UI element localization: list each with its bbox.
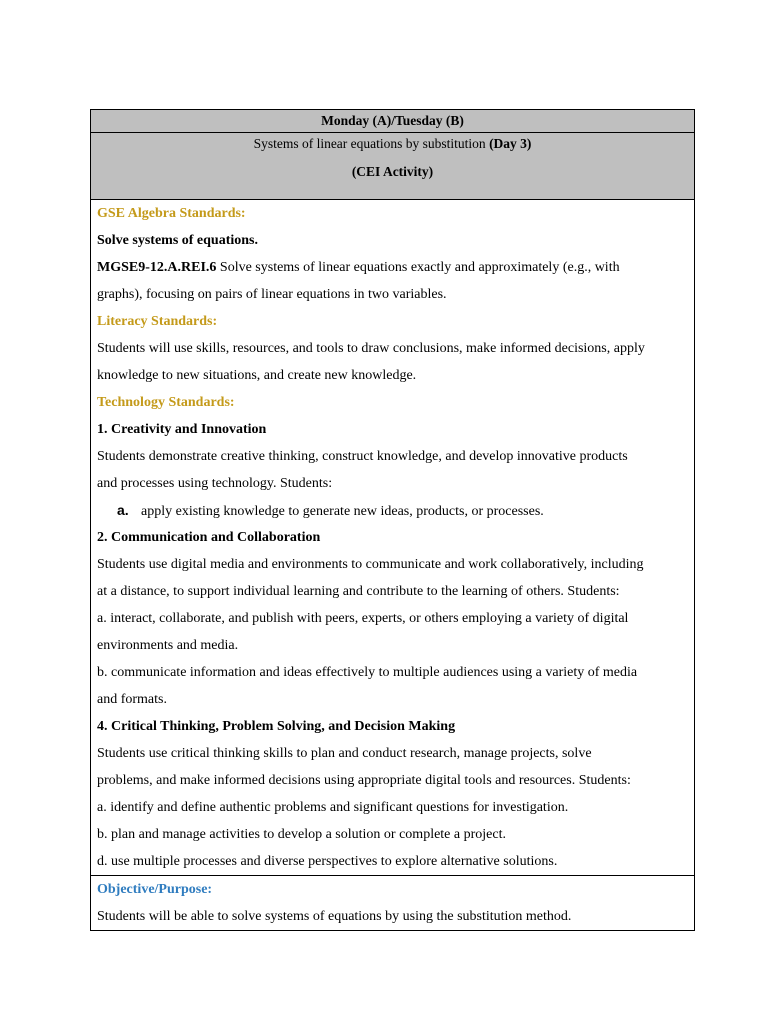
communication-line2: at a distance, to support individual learning and contribute to the learning of others. Students: bbox=[97, 584, 620, 599]
critical-item-a: a. identify and define authentic problems and significant questions for investigation. bbox=[97, 800, 569, 815]
creativity-heading: 1. Creativity and Innovation bbox=[97, 422, 267, 437]
communication-heading: 2. Communication and Collaboration bbox=[97, 530, 321, 545]
technology-heading: Technology Standards: bbox=[97, 395, 235, 410]
gse-heading: GSE Algebra Standards: bbox=[97, 206, 246, 221]
lesson-day-number: (Day 3) bbox=[489, 136, 532, 151]
lesson-title-block bbox=[91, 133, 694, 199]
objective-heading: Objective/Purpose: bbox=[97, 882, 213, 897]
critical-line2: problems, and make informed decisions using appropriate digital tools and resources. Students: bbox=[97, 773, 631, 788]
critical-line1: Students use critical thinking skills to plan and conduct research, manage projects, solve bbox=[97, 746, 592, 761]
literacy-line2: knowledge to new situations, and create new knowledge. bbox=[97, 368, 417, 383]
day-heading: Monday (A)/Tuesday (B) bbox=[91, 110, 694, 133]
literacy-line1: Students will use skills, resources, and tools to draw conclusions, make informed decisions, apply bbox=[97, 341, 645, 356]
communication-a-line1: a. interact, collaborate, and publish with peers, experts, or others employing a variety of digital bbox=[97, 611, 629, 626]
mgse-text: Solve systems of linear equations exactly and approximately (e.g., with bbox=[216, 260, 620, 275]
creativity-line1: Students demonstrate creative thinking, construct knowledge, and develop innovative products bbox=[97, 449, 628, 464]
objective-text: Students will be able to solve systems of equations by using the substitution method. bbox=[97, 909, 572, 924]
lesson-title: Systems of linear equations by substitution bbox=[253, 136, 490, 151]
objective-cell bbox=[91, 876, 694, 930]
critical-item-d: d. use multiple processes and diverse perspectives to explore alternative solutions. bbox=[97, 854, 558, 869]
lesson-plan-table bbox=[90, 109, 695, 931]
activity-label: (CEI Activity) bbox=[351, 164, 434, 179]
communication-a-line2: environments and media. bbox=[97, 638, 239, 653]
gse-subheading: Solve systems of equations. bbox=[97, 233, 259, 248]
table-header bbox=[91, 110, 694, 200]
communication-b-line2: and formats. bbox=[97, 692, 167, 707]
mgse-standard-line2: graphs), focusing on pairs of linear equations in two variables. bbox=[97, 287, 447, 302]
creativity-item-text: apply existing knowledge to generate new ideas, products, or processes. bbox=[141, 504, 544, 519]
communication-line1: Students use digital media and environments to communicate and work collaboratively, including bbox=[97, 557, 644, 572]
mgse-standard-line1 bbox=[97, 254, 688, 281]
communication-b-line1: b. communicate information and ideas effectively to multiple audiences using a variety of media bbox=[97, 665, 638, 680]
list-marker: a. bbox=[117, 502, 129, 518]
creativity-item-a bbox=[97, 497, 688, 524]
standards-cell bbox=[91, 200, 694, 876]
critical-heading: 4. Critical Thinking, Problem Solving, and Decision Making bbox=[97, 719, 456, 734]
mgse-code: MGSE9-12.A.REI.6 bbox=[97, 260, 217, 275]
literacy-heading: Literacy Standards: bbox=[97, 314, 218, 329]
lesson-title-line bbox=[91, 133, 694, 157]
creativity-line2: and processes using technology. Students: bbox=[97, 476, 333, 491]
critical-item-b: b. plan and manage activities to develop a solution or complete a project. bbox=[97, 827, 506, 842]
